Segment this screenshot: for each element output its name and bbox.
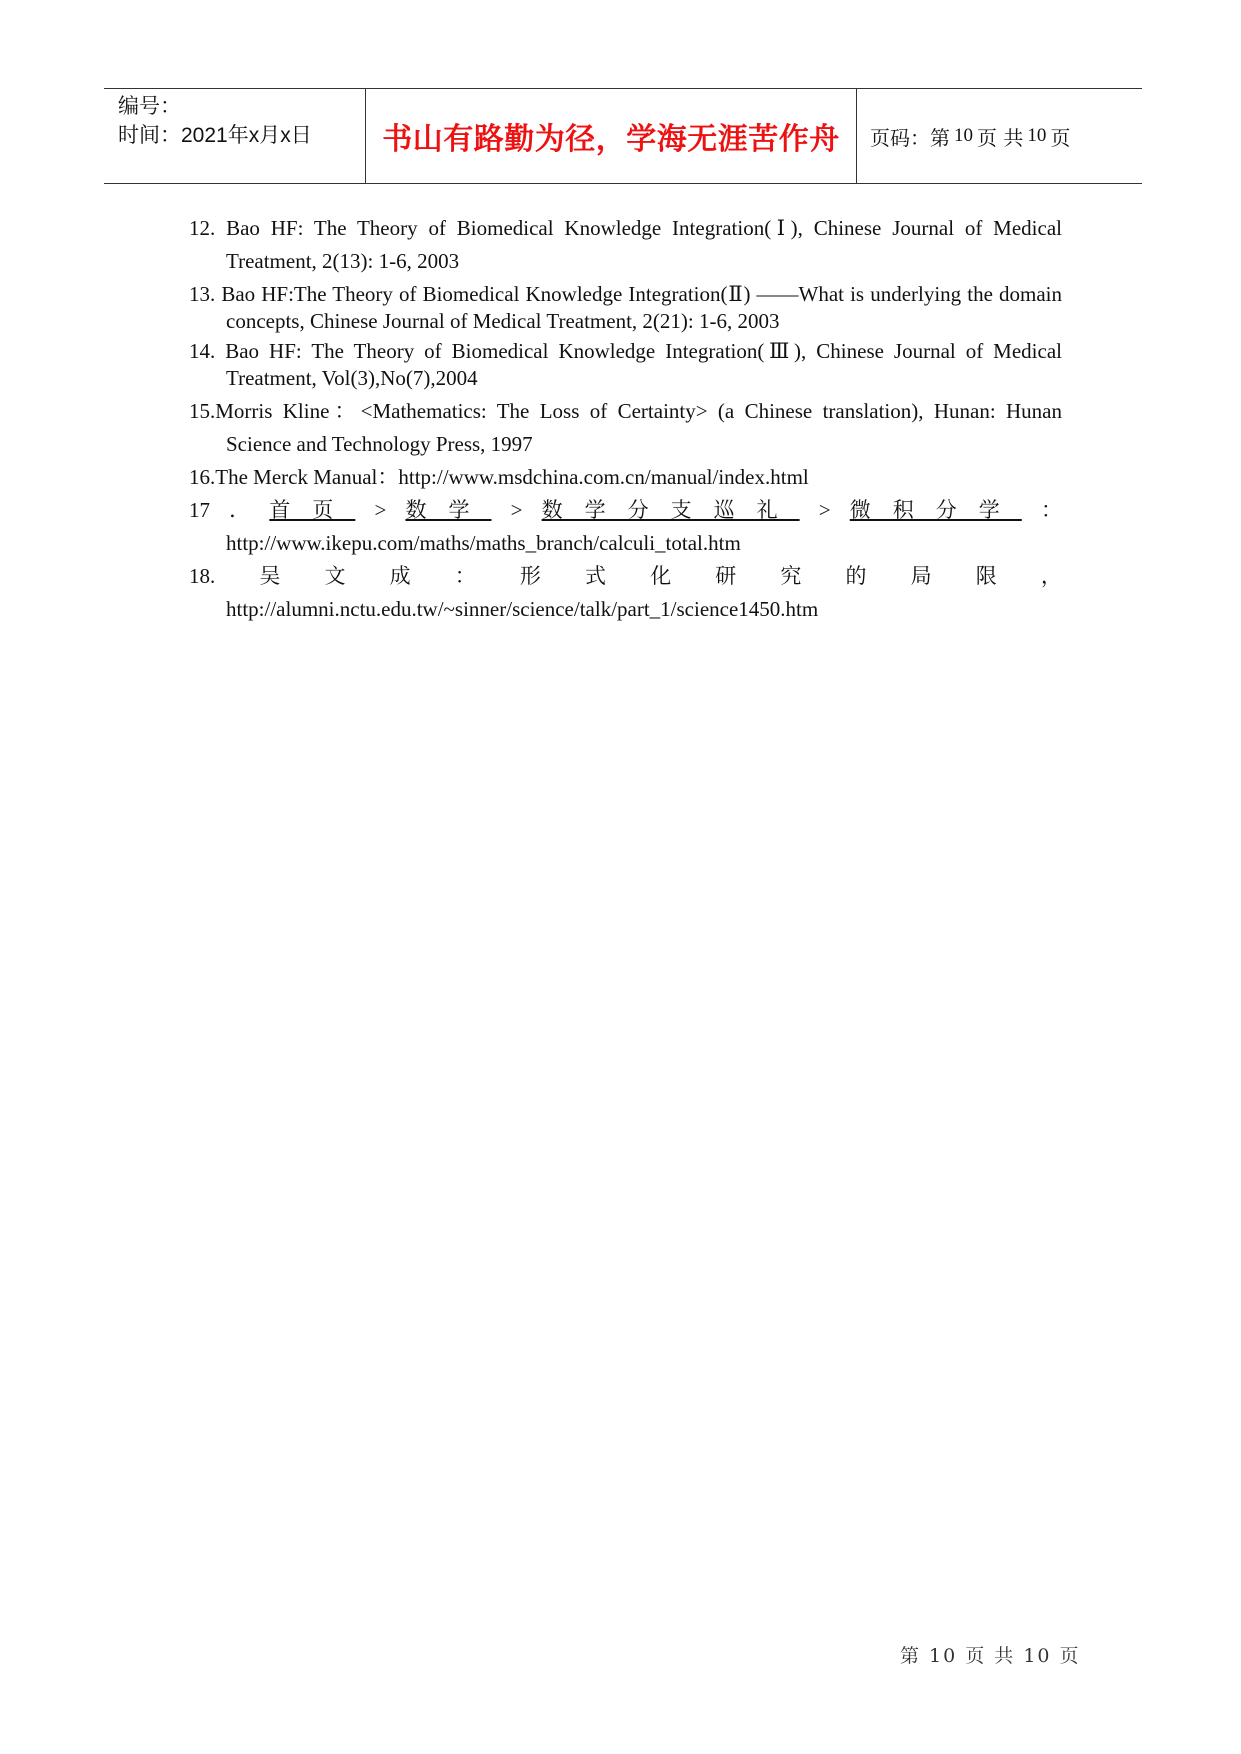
reference-18-char: 式 — [585, 564, 606, 588]
reference-12: 12. Bao HF: The Theory of Biomedical Knowledge Integration(Ⅰ), Chinese Journal of Medical Treatment, 2(13): 1-6, 2003 — [189, 216, 1062, 273]
header-meta — [104, 89, 366, 183]
reference-16: 16.The Merck Manual：http://www.msdchina.com.cn/manual/index.html — [189, 465, 809, 489]
header-page-info — [857, 89, 1142, 183]
reference-18-char: 的 — [845, 564, 867, 588]
breadcrumb-separator: > — [510, 498, 523, 522]
reference-list — [189, 212, 1062, 626]
breadcrumb-calculus-link[interactable]: 微积分学 — [849, 498, 1022, 522]
document-number-label: 编号： — [118, 95, 181, 118]
breadcrumb-separator: > — [374, 498, 387, 522]
reference-18-title — [189, 560, 1062, 593]
page-mid: 页 共 — [977, 125, 1024, 150]
reference-17-url[interactable]: http://www.ikepu.com/maths/maths_branch/calculi_total.htm — [226, 531, 741, 555]
reference-17-number: 17 — [189, 498, 210, 522]
reference-18-char: ， — [1040, 564, 1062, 588]
breadcrumb-math-link[interactable]: 数学 — [405, 498, 492, 522]
reference-18-url[interactable]: http://alumni.nctu.edu.tw/~sinner/science/talk/part_1/science1450.htm — [226, 597, 819, 621]
reference-18-char: 文 — [324, 564, 346, 588]
reference-18-char: 限 — [975, 564, 997, 588]
reference-17-colon: ： — [1040, 498, 1062, 522]
document-time-label: 时间：2021年x月x日 — [118, 124, 312, 147]
reference-18-char: ： — [454, 564, 476, 588]
page-total: 10 — [1027, 125, 1047, 146]
reference-18-char: 研 — [715, 564, 737, 588]
reference-14: 14. Bao HF: The Theory of Biomedical Knowledge Integration(Ⅲ), Chinese Journal of Medical Treatment, Vol(3),No(7),2004 — [189, 339, 1062, 390]
reference-18 — [189, 560, 1062, 626]
reference-17-dot: ． — [229, 498, 251, 522]
breadcrumb-home-link[interactable]: 首页 — [269, 498, 356, 522]
reference-18-char: 局 — [910, 564, 932, 588]
reference-18-char: 究 — [780, 564, 802, 588]
page-footer: 第 10 页 共 10 页 — [900, 1645, 1081, 1667]
reference-18-char: 形 — [519, 564, 541, 588]
reference-18-char: 化 — [650, 564, 672, 588]
page-prefix: 页码：第 — [870, 125, 950, 150]
reference-18-number: 18. — [189, 564, 216, 588]
header-motto: 书山有路勤为径，学海无涯苦作舟 — [366, 89, 857, 183]
reference-13: 13. Bao HF:The Theory of Biomedical Knowledge Integration(Ⅱ) ——What is underlying the domain concepts, Chinese Journal of Medical Treatment, 2(21): 1-6, 2003 — [189, 282, 1062, 333]
reference-17 — [189, 494, 1062, 560]
reference-18-char: 成 — [389, 564, 411, 588]
reference-18-char: 吴 — [259, 564, 281, 588]
page-suffix: 页 — [1050, 125, 1071, 150]
breadcrumb-separator: > — [818, 498, 831, 522]
page-header — [104, 88, 1142, 184]
breadcrumb-math-branches-link[interactable]: 数学分支巡礼 — [541, 498, 800, 522]
reference-15: 15.Morris Kline：<Mathematics: The Loss of Certainty> (a Chinese translation), Hunan: Hunan Science and Technology Press, 1997 — [189, 399, 1062, 456]
page-current: 10 — [954, 125, 973, 146]
reference-17-breadcrumb — [189, 494, 1062, 527]
